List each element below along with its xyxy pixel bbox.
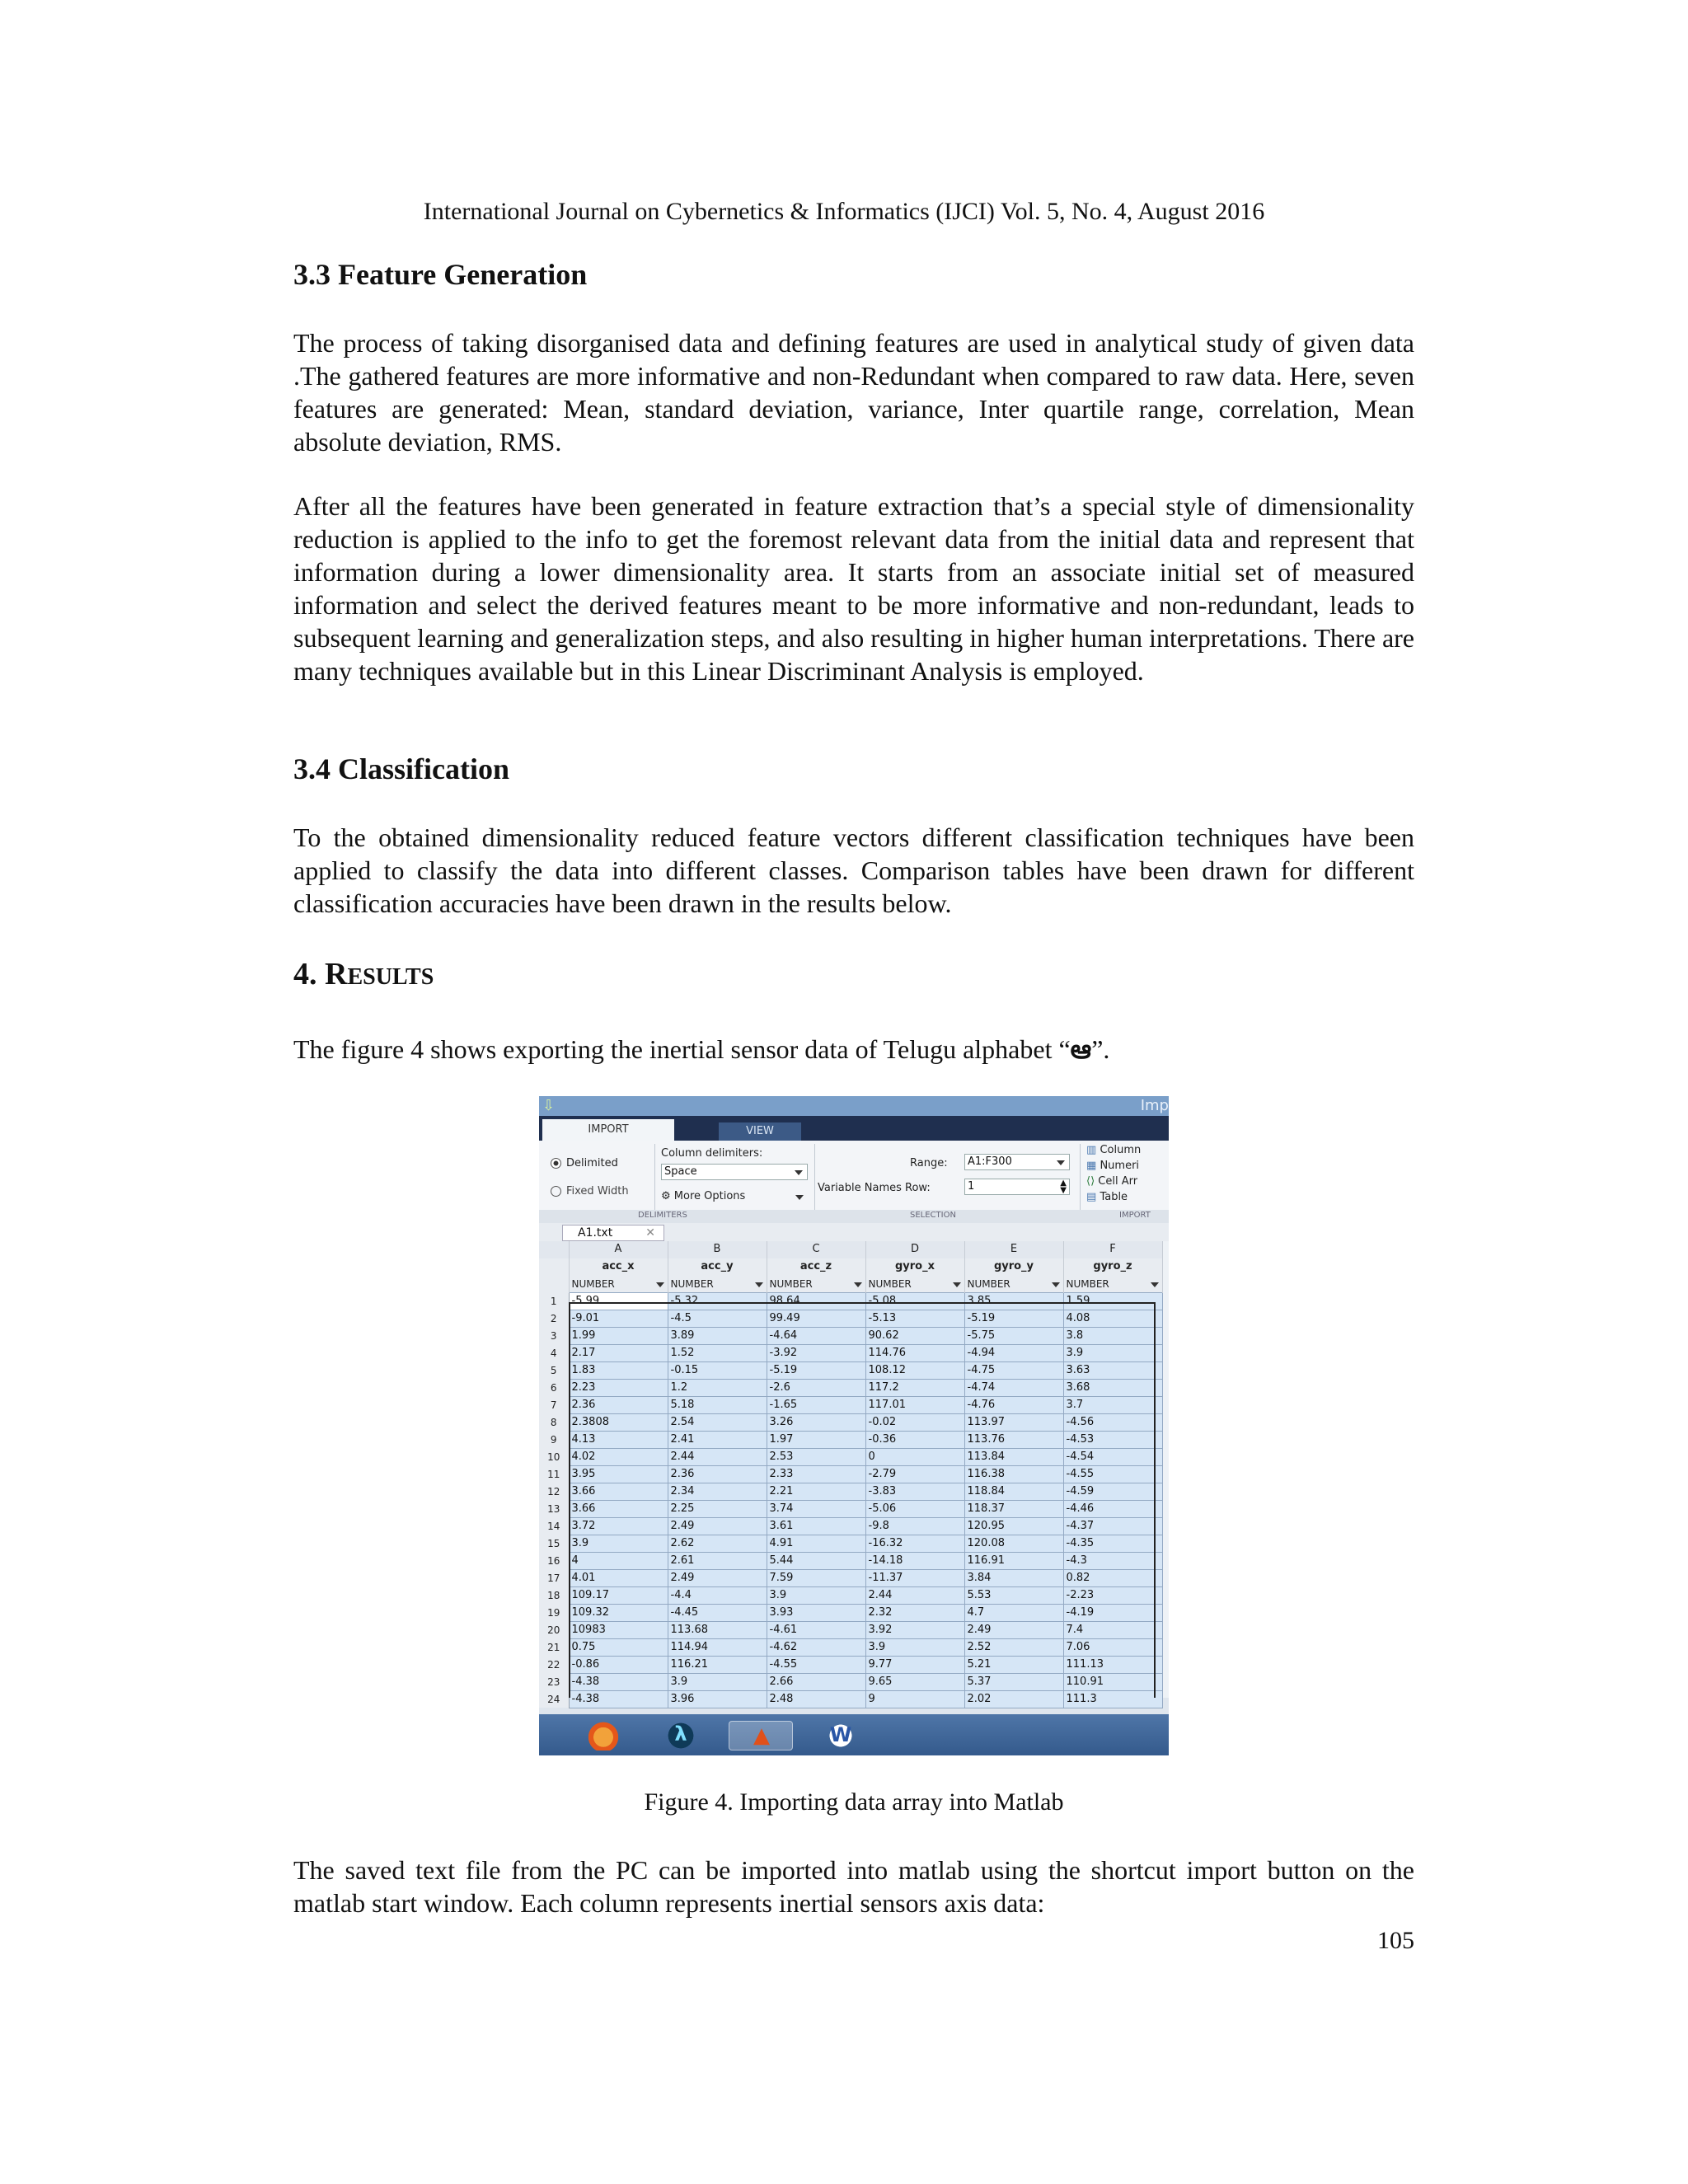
table-row[interactable]	[539, 1517, 1162, 1535]
table-row[interactable]	[539, 1535, 1162, 1552]
row-number[interactable]: 2	[539, 1310, 569, 1327]
table-cell[interactable]: -4.38	[569, 1690, 668, 1708]
column-vector-icon: ▥	[1086, 1144, 1097, 1156]
table-cell[interactable]: 108.12	[865, 1361, 964, 1379]
section-3-4-heading: 3.4 Classification	[293, 752, 510, 785]
row-number[interactable]: 1	[539, 1292, 569, 1310]
table-cell[interactable]: 3.8	[1063, 1327, 1162, 1344]
table-cell[interactable]: 3.66	[569, 1500, 668, 1517]
table-cell[interactable]: 2.34	[668, 1483, 767, 1500]
table-row[interactable]	[539, 1465, 1162, 1483]
table-cell[interactable]: 5.53	[964, 1586, 1063, 1604]
column-type-dropdown[interactable]: NUMBER	[1063, 1276, 1162, 1293]
table-cell[interactable]: 2.48	[767, 1690, 865, 1708]
table-cell[interactable]: 116.91	[964, 1552, 1063, 1569]
table-cell[interactable]: 1.97	[767, 1431, 865, 1448]
output-type-list	[1086, 1142, 1141, 1205]
column-type-dropdown[interactable]: NUMBER	[964, 1276, 1063, 1293]
table-cell[interactable]: 118.37	[964, 1500, 1063, 1517]
table-cell[interactable]: -4.37	[1063, 1517, 1162, 1535]
matlab-title-bar	[539, 1096, 1169, 1116]
word-icon[interactable]: W	[819, 1721, 862, 1750]
row-number[interactable]: 3	[539, 1327, 569, 1344]
table-cell[interactable]: 2.32	[865, 1604, 964, 1621]
variable-names-row-stepper[interactable]: 1 ▲ ▼	[964, 1179, 1070, 1195]
table-cell[interactable]: 3.95	[569, 1465, 668, 1483]
section-3-3-heading: 3.3 Feature Generation	[293, 258, 588, 291]
table-cell[interactable]: 3.89	[668, 1327, 767, 1344]
lambda-app-icon[interactable]: λ	[659, 1721, 702, 1750]
table-cell[interactable]: 116.21	[668, 1656, 767, 1673]
row-number[interactable]: 11	[539, 1465, 569, 1483]
table-cell[interactable]: -5.19	[767, 1361, 865, 1379]
matlab-import-screenshot	[539, 1096, 1169, 1755]
output-numeric-matrix[interactable]: ▦ Numeri	[1086, 1160, 1140, 1172]
table-cell[interactable]: -0.36	[865, 1431, 964, 1448]
table-cell[interactable]: -4.55	[1063, 1465, 1162, 1483]
row-number[interactable]: 5	[539, 1361, 569, 1379]
table-cell[interactable]: -2.23	[1063, 1586, 1162, 1604]
table-cell[interactable]: 5.21	[964, 1656, 1063, 1673]
table-cell[interactable]: 111.3	[1063, 1690, 1162, 1708]
table-cell[interactable]: 4	[569, 1552, 668, 1569]
closing-paragraph: The saved text file from the PC can be imported into matlab using the shortcut import button on the matlab start window. Each column represents inertial sensors axis data:	[293, 1855, 1414, 1918]
table-cell[interactable]: 111.13	[1063, 1656, 1162, 1673]
table-cell[interactable]: 2.66	[767, 1673, 865, 1690]
range-label: Range:	[910, 1157, 948, 1169]
table-row[interactable]	[539, 1292, 1162, 1310]
table-cell[interactable]: 10983	[569, 1621, 668, 1638]
table-cell[interactable]: -0.02	[865, 1413, 964, 1431]
variable-name[interactable]: gyro_x	[865, 1258, 964, 1276]
table-cell[interactable]: -4.3	[1063, 1552, 1162, 1569]
chevron-down-icon	[795, 1195, 804, 1200]
fixed-width-radio[interactable]: Fixed Width	[551, 1185, 629, 1197]
chevron-down-icon	[1052, 1282, 1060, 1287]
table-cell[interactable]: 113.97	[964, 1413, 1063, 1431]
table-cell[interactable]: -4.56	[1063, 1413, 1162, 1431]
table-cell[interactable]: 3.92	[865, 1621, 964, 1638]
table-cell[interactable]: 1.59	[1063, 1292, 1162, 1310]
chevron-down-icon	[1057, 1160, 1065, 1165]
row-number[interactable]: 23	[539, 1673, 569, 1690]
table-cell[interactable]: 2.36	[668, 1465, 767, 1483]
table-cell[interactable]: -1.65	[767, 1396, 865, 1413]
table-cell[interactable]: 2.44	[865, 1586, 964, 1604]
column-letter[interactable]: D	[865, 1241, 964, 1258]
telugu-character: ఆ	[1070, 1033, 1092, 1065]
table-cell[interactable]: 2.44	[668, 1448, 767, 1465]
table-cell[interactable]: -11.37	[865, 1569, 964, 1586]
table-row[interactable]	[539, 1413, 1162, 1431]
column-type-dropdown[interactable]: NUMBER	[668, 1276, 767, 1293]
table-cell[interactable]: -4.62	[767, 1638, 865, 1656]
table-cell[interactable]: 109.17	[569, 1586, 668, 1604]
row-number[interactable]: 4	[539, 1344, 569, 1361]
table-cell[interactable]: 1.83	[569, 1361, 668, 1379]
table-cell[interactable]: 0.75	[569, 1638, 668, 1656]
variable-name[interactable]: acc_z	[767, 1258, 865, 1276]
table-cell[interactable]: 2.3808	[569, 1413, 668, 1431]
table-cell[interactable]: 3.9	[1063, 1344, 1162, 1361]
table-cell[interactable]: 117.01	[865, 1396, 964, 1413]
table-cell[interactable]: 4.01	[569, 1569, 668, 1586]
row-number[interactable]: 22	[539, 1656, 569, 1673]
table-cell[interactable]: 2.36	[569, 1396, 668, 1413]
row-number[interactable]: 14	[539, 1517, 569, 1535]
variable-names-row-label: Variable Names Row:	[818, 1182, 931, 1194]
table-cell[interactable]: 116.38	[964, 1465, 1063, 1483]
table-cell[interactable]: -4.59	[1063, 1483, 1162, 1500]
table-cell[interactable]: 3.74	[767, 1500, 865, 1517]
results-intro: The figure 4 shows exporting the inertial sensor data of Telugu alphabet “ఆ”.	[293, 1033, 1110, 1065]
table-row[interactable]	[539, 1690, 1162, 1708]
matlab-icon[interactable]: ▲	[729, 1721, 793, 1750]
table-row[interactable]	[539, 1448, 1162, 1465]
table-cell[interactable]: 90.62	[865, 1327, 964, 1344]
row-number[interactable]: 10	[539, 1448, 569, 1465]
table-cell[interactable]: -4.75	[964, 1361, 1063, 1379]
table-cell[interactable]: 2.62	[668, 1535, 767, 1552]
table-cell[interactable]: 4.13	[569, 1431, 668, 1448]
table-cell[interactable]: -4.4	[668, 1586, 767, 1604]
table-row[interactable]	[539, 1604, 1162, 1621]
table-row[interactable]	[539, 1673, 1162, 1690]
row-number[interactable]: 9	[539, 1431, 569, 1448]
delimited-radio[interactable]: Delimited	[551, 1157, 618, 1169]
file-tab-strip	[539, 1223, 1169, 1241]
chevron-down-icon	[953, 1282, 961, 1287]
table-cell[interactable]: 120.95	[964, 1517, 1063, 1535]
table-cell[interactable]: 3.85	[964, 1292, 1063, 1310]
table-cell[interactable]: 98.64	[767, 1292, 865, 1310]
journal-header: International Journal on Cybernetics & Informatics (IJCI) Vol. 5, No. 4, August 2016	[423, 198, 1265, 225]
table-cell[interactable]: 1.99	[569, 1327, 668, 1344]
more-options-button[interactable]: ⚙ More Options	[661, 1190, 808, 1202]
table-cell[interactable]: -5.08	[865, 1292, 964, 1310]
table-cell[interactable]: 4.02	[569, 1448, 668, 1465]
output-cell-array[interactable]: ⟨⟩ Cell Arr	[1086, 1175, 1138, 1188]
table-row[interactable]	[539, 1569, 1162, 1586]
row-number[interactable]: 17	[539, 1569, 569, 1586]
table-cell[interactable]: -2.79	[865, 1465, 964, 1483]
table-cell[interactable]: -4.64	[767, 1327, 865, 1344]
column-letter[interactable]: F	[1063, 1241, 1162, 1258]
row-number[interactable]: 19	[539, 1604, 569, 1621]
table-cell[interactable]: 2.49	[668, 1569, 767, 1586]
row-number[interactable]: 6	[539, 1379, 569, 1396]
table-cell[interactable]: 9.65	[865, 1673, 964, 1690]
table-cell[interactable]: -4.74	[964, 1379, 1063, 1396]
table-cell[interactable]: 3.93	[767, 1604, 865, 1621]
table-cell[interactable]: 110.91	[1063, 1673, 1162, 1690]
range-input[interactable]: A1:F300	[964, 1154, 1070, 1170]
table-cell[interactable]: -0.15	[668, 1361, 767, 1379]
table-cell[interactable]: -4.55	[767, 1656, 865, 1673]
spinner-icon: ▲ ▼	[1060, 1179, 1067, 1195]
variable-name-row	[539, 1258, 1162, 1276]
table-cell[interactable]: 7.59	[767, 1569, 865, 1586]
table-cell[interactable]: 2.52	[964, 1638, 1063, 1656]
cell-array-icon: ⟨⟩	[1086, 1175, 1095, 1188]
table-cell[interactable]: 3.66	[569, 1483, 668, 1500]
table-cell[interactable]: 5.18	[668, 1396, 767, 1413]
table-cell[interactable]: 109.32	[569, 1604, 668, 1621]
table-cell[interactable]: -14.18	[865, 1552, 964, 1569]
row-number[interactable]: 13	[539, 1500, 569, 1517]
import-data-grid	[539, 1241, 1169, 1705]
table-cell[interactable]: -4.35	[1063, 1535, 1162, 1552]
table-cell[interactable]: 3.96	[668, 1690, 767, 1708]
table-cell[interactable]: -5.19	[964, 1310, 1063, 1327]
table-cell[interactable]: 3.68	[1063, 1379, 1162, 1396]
table-cell[interactable]: -4.46	[1063, 1500, 1162, 1517]
results-heading: 4. RESULTS	[293, 957, 434, 991]
table-cell[interactable]: 3.9	[865, 1638, 964, 1656]
table-cell[interactable]: 9.77	[865, 1656, 964, 1673]
column-letter[interactable]: E	[964, 1241, 1063, 1258]
table-cell[interactable]: 9	[865, 1690, 964, 1708]
table-cell[interactable]: 5.37	[964, 1673, 1063, 1690]
column-letter-row	[539, 1241, 1162, 1258]
table-cell[interactable]: 3.72	[569, 1517, 668, 1535]
table-row[interactable]	[539, 1483, 1162, 1500]
column-type-dropdown[interactable]: NUMBER	[569, 1276, 668, 1293]
column-letter[interactable]: C	[767, 1241, 865, 1258]
table-cell[interactable]: -3.92	[767, 1344, 865, 1361]
selection-section-label: SELECTION	[910, 1211, 956, 1220]
table-cell[interactable]: 120.08	[964, 1535, 1063, 1552]
row-number[interactable]: 18	[539, 1586, 569, 1604]
table-cell[interactable]: 3.9	[668, 1673, 767, 1690]
tab-view[interactable]: VIEW	[719, 1122, 801, 1141]
table-cell[interactable]: -4.54	[1063, 1448, 1162, 1465]
section-3-4-paragraph: To the obtained dimensionality reduced feature vectors different classification techniques have been applied to classify the data into different classes. Comparison tables have been drawn for different classification accuracies have been drawn in the results below.	[293, 823, 1414, 918]
output-column-vectors[interactable]: ▥ Column	[1086, 1144, 1142, 1156]
gear-icon: ⚙	[661, 1190, 671, 1202]
window-title: Imp	[1140, 1097, 1169, 1114]
table-cell[interactable]: 2.17	[569, 1344, 668, 1361]
table-row[interactable]	[539, 1500, 1162, 1517]
table-cell[interactable]: -5.13	[865, 1310, 964, 1327]
table-cell[interactable]: -5.32	[668, 1292, 767, 1310]
table-cell[interactable]: 3.26	[767, 1413, 865, 1431]
tab-import[interactable]: IMPORT	[542, 1119, 674, 1141]
table-cell[interactable]: 114.94	[668, 1638, 767, 1656]
table-cell[interactable]: -4.45	[668, 1604, 767, 1621]
windows-taskbar	[539, 1714, 1169, 1755]
table-cell[interactable]: -5.75	[964, 1327, 1063, 1344]
page-number: 105	[1377, 1927, 1414, 1954]
table-row[interactable]	[539, 1344, 1162, 1361]
table-cell[interactable]: 7.4	[1063, 1621, 1162, 1638]
chevron-down-icon	[795, 1170, 803, 1175]
table-cell[interactable]: 1.2	[668, 1379, 767, 1396]
output-table[interactable]: ▤ Table	[1086, 1191, 1128, 1203]
table-cell[interactable]: 2.49	[964, 1621, 1063, 1638]
table-cell[interactable]: 3.9	[569, 1535, 668, 1552]
table-row[interactable]	[539, 1396, 1162, 1413]
row-number[interactable]: 21	[539, 1638, 569, 1656]
table-icon: ▤	[1086, 1191, 1097, 1203]
row-number[interactable]: 20	[539, 1621, 569, 1638]
table-cell[interactable]: -4.61	[767, 1621, 865, 1638]
table-cell[interactable]: 4.91	[767, 1535, 865, 1552]
table-cell[interactable]: -5.06	[865, 1500, 964, 1517]
table-cell[interactable]: -4.5	[668, 1310, 767, 1327]
table-cell[interactable]: 1.52	[668, 1344, 767, 1361]
table-row[interactable]	[539, 1379, 1162, 1396]
table-row[interactable]	[539, 1310, 1162, 1327]
table-cell[interactable]: 117.2	[865, 1379, 964, 1396]
column-letter[interactable]: B	[668, 1241, 767, 1258]
column-type-row	[539, 1276, 1162, 1293]
firefox-icon[interactable]	[582, 1721, 625, 1750]
row-number[interactable]: 12	[539, 1483, 569, 1500]
file-tab-a1[interactable]: A1.txt ✕	[562, 1225, 664, 1241]
row-number[interactable]: 7	[539, 1396, 569, 1413]
column-letter[interactable]: A	[569, 1241, 668, 1258]
table-cell[interactable]: 114.76	[865, 1344, 964, 1361]
table-row[interactable]	[539, 1552, 1162, 1569]
data-rows	[539, 1292, 1162, 1708]
table-cell[interactable]: 3.63	[1063, 1361, 1162, 1379]
table-cell[interactable]: 2.54	[668, 1413, 767, 1431]
table-cell[interactable]: 4.08	[1063, 1310, 1162, 1327]
table-cell[interactable]: 3.7	[1063, 1396, 1162, 1413]
ribbon-section-labels	[539, 1210, 1169, 1223]
chevron-down-icon	[854, 1282, 862, 1287]
table-cell[interactable]: -2.6	[767, 1379, 865, 1396]
table-row[interactable]	[539, 1361, 1162, 1379]
radio-selected-icon	[551, 1158, 561, 1169]
chevron-down-icon	[656, 1282, 664, 1287]
table-cell[interactable]: 113.68	[668, 1621, 767, 1638]
table-cell[interactable]: 2.61	[668, 1552, 767, 1569]
close-icon[interactable]: ✕	[645, 1226, 655, 1240]
row-number[interactable]: 15	[539, 1535, 569, 1552]
table-cell[interactable]: 3.84	[964, 1569, 1063, 1586]
chevron-down-icon	[755, 1282, 763, 1287]
variable-name[interactable]: acc_y	[668, 1258, 767, 1276]
table-row[interactable]	[539, 1327, 1162, 1344]
table-cell[interactable]: 2.25	[668, 1500, 767, 1517]
row-number[interactable]: 24	[539, 1690, 569, 1708]
chevron-down-icon	[1151, 1282, 1159, 1287]
ribbon-tab-strip	[539, 1116, 1169, 1141]
table-cell[interactable]: 2.41	[668, 1431, 767, 1448]
table-cell[interactable]: -0.86	[569, 1656, 668, 1673]
row-number[interactable]: 8	[539, 1413, 569, 1431]
figure-caption: Figure 4. Importing data array into Matlab	[644, 1788, 1064, 1816]
column-delimiters-dropdown[interactable]: Space	[661, 1164, 808, 1180]
numeric-matrix-icon: ▦	[1086, 1160, 1097, 1172]
table-row[interactable]	[539, 1656, 1162, 1673]
table-cell[interactable]: 2.33	[767, 1465, 865, 1483]
table-cell[interactable]: 2.49	[668, 1517, 767, 1535]
table-cell[interactable]: -3.83	[865, 1483, 964, 1500]
table-cell[interactable]: 2.02	[964, 1690, 1063, 1708]
table-row[interactable]	[539, 1638, 1162, 1656]
table-row[interactable]	[539, 1431, 1162, 1448]
table-cell[interactable]: 5.44	[767, 1552, 865, 1569]
column-type-dropdown[interactable]: NUMBER	[767, 1276, 865, 1293]
data-table	[539, 1241, 1163, 1708]
table-cell[interactable]: 3.61	[767, 1517, 865, 1535]
table-cell[interactable]: 3.9	[767, 1586, 865, 1604]
table-cell[interactable]: 2.53	[767, 1448, 865, 1465]
delimiters-section-label: DELIMITERS	[638, 1211, 687, 1220]
table-cell[interactable]: 113.76	[964, 1431, 1063, 1448]
radio-empty-icon	[551, 1186, 561, 1197]
table-row[interactable]	[539, 1621, 1162, 1638]
table-cell[interactable]: 2.21	[767, 1483, 865, 1500]
table-cell[interactable]: -16.32	[865, 1535, 964, 1552]
table-row[interactable]	[539, 1586, 1162, 1604]
table-cell[interactable]: -4.53	[1063, 1431, 1162, 1448]
row-number[interactable]: 16	[539, 1552, 569, 1569]
table-cell[interactable]: -4.19	[1063, 1604, 1162, 1621]
variable-name[interactable]: gyro_z	[1063, 1258, 1162, 1276]
table-cell[interactable]: 113.84	[964, 1448, 1063, 1465]
column-type-dropdown[interactable]: NUMBER	[865, 1276, 964, 1293]
variable-name[interactable]: gyro_y	[964, 1258, 1063, 1276]
table-cell[interactable]: -9.8	[865, 1517, 964, 1535]
table-cell[interactable]: 0	[865, 1448, 964, 1465]
table-cell[interactable]: -4.76	[964, 1396, 1063, 1413]
table-cell[interactable]: 118.84	[964, 1483, 1063, 1500]
column-delimiters-label: Column delimiters:	[661, 1147, 763, 1160]
table-cell[interactable]: 99.49	[767, 1310, 865, 1327]
section-3-3-paragraph-2: After all the features have been generated in feature extraction that’s a special style of dimensionality reduction is applied to the info to get the foremost relevant data from the initial data and represent that information during a lower dimensionality area. It starts from an associate initial set of measured information and select the derived features meant to be more informative and non-redundant, leads to subsequent learning and generalization steps, and also resulting in higher human interpretations. There are many techniques available but in this Linear Discriminant Analysis is employed.	[293, 491, 1414, 686]
table-cell[interactable]: 7.06	[1063, 1638, 1162, 1656]
import-section-label: IMPORT	[1119, 1211, 1151, 1220]
table-cell[interactable]: 2.23	[569, 1379, 668, 1396]
section-3-3-paragraph-1: The process of taking disorganised data and defining features are used in analytical study of given data .The gathered features are more informative and non-Redundant when compared to raw data. Here, seven features are generated: Mean, standard deviation, variance, Inter quartile range, correlation, Mean absolute deviation, RMS.	[293, 328, 1414, 457]
import-arrow-icon: ⇩	[542, 1097, 556, 1114]
table-cell[interactable]: -5.99	[569, 1292, 668, 1310]
table-cell[interactable]: 4.7	[964, 1604, 1063, 1621]
table-cell[interactable]: -4.94	[964, 1344, 1063, 1361]
table-cell[interactable]: -4.38	[569, 1673, 668, 1690]
variable-name[interactable]: acc_x	[569, 1258, 668, 1276]
table-cell[interactable]: -9.01	[569, 1310, 668, 1327]
table-cell[interactable]: 0.82	[1063, 1569, 1162, 1586]
